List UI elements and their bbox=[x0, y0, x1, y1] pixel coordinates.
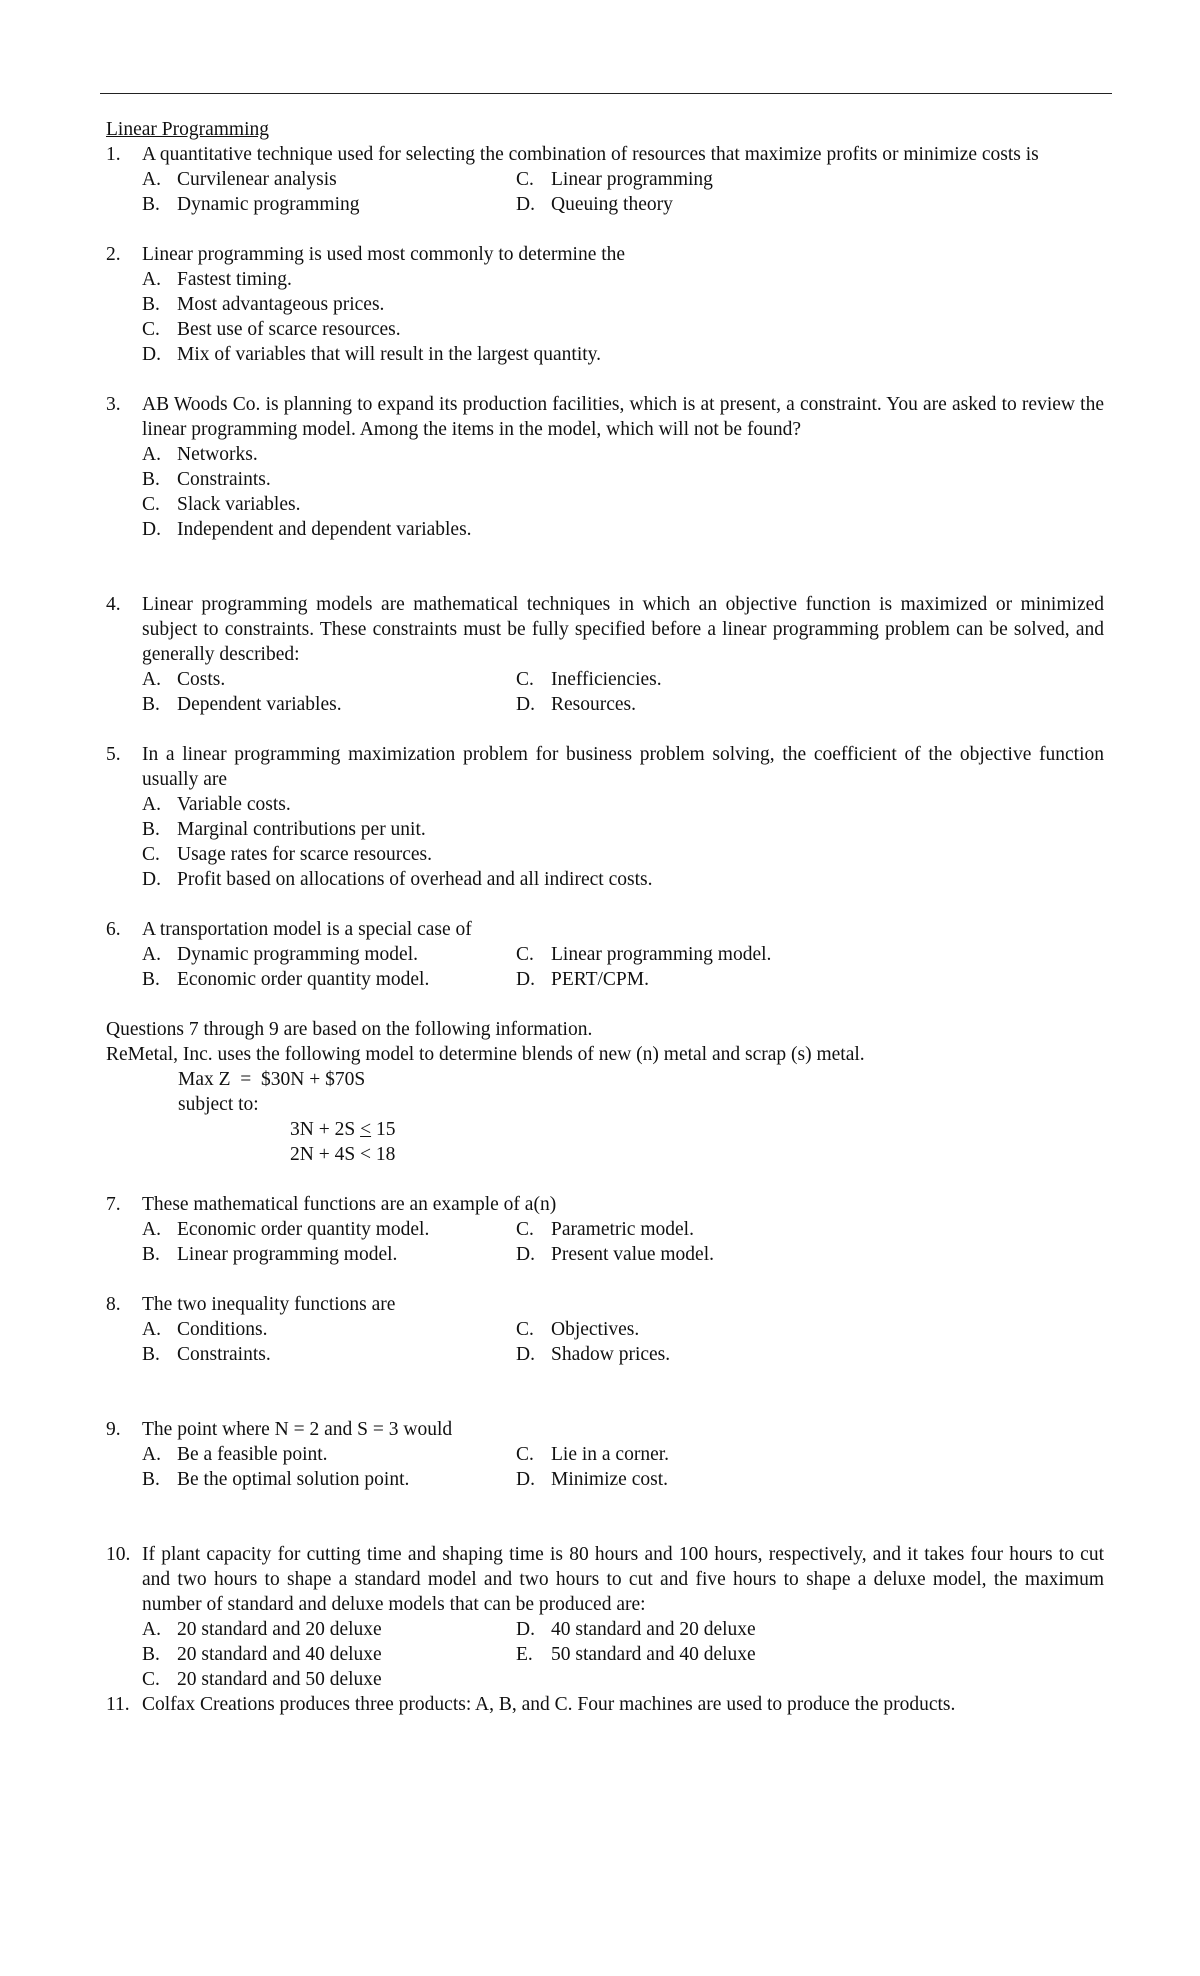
option-d bbox=[516, 1342, 1104, 1367]
option-a bbox=[142, 167, 516, 192]
subject-to-label: subject to: bbox=[178, 1094, 259, 1115]
option-b bbox=[142, 692, 516, 717]
option-a bbox=[142, 1317, 516, 1342]
options-4 bbox=[142, 667, 1104, 717]
option-text: Mix of variables that will result in the largest quantity. bbox=[177, 344, 602, 365]
option-letter: D. bbox=[516, 969, 535, 990]
option-text: Profit based on allocations of overhead and all indirect costs. bbox=[177, 869, 653, 890]
option-b bbox=[142, 1467, 516, 1492]
option-c bbox=[516, 942, 1104, 967]
option-letter: A. bbox=[142, 1619, 161, 1640]
question-text: AB Woods Co. is planning to expand its production facilities, which is at present, a constraint. You are asked to review the linear programming model. Among the items in the model, which will not be found? bbox=[142, 394, 1104, 440]
option-text: Dynamic programming model. bbox=[177, 944, 418, 965]
question-5 bbox=[106, 742, 1104, 792]
option-letter: B. bbox=[142, 294, 160, 315]
option-a bbox=[142, 267, 1104, 292]
question-8 bbox=[106, 1292, 1104, 1317]
option-a bbox=[142, 1442, 516, 1467]
options-9 bbox=[142, 1442, 1104, 1492]
option-letter: C. bbox=[516, 1219, 534, 1240]
option-b bbox=[142, 467, 1104, 492]
option-letter: C. bbox=[516, 944, 534, 965]
option-d bbox=[516, 692, 1104, 717]
options-1 bbox=[142, 167, 1104, 217]
option-letter: D. bbox=[516, 694, 535, 715]
option-text: 40 standard and 20 deluxe bbox=[551, 1619, 756, 1640]
option-letter: E. bbox=[516, 1644, 533, 1665]
option-text: Parametric model. bbox=[551, 1219, 694, 1240]
option-text: Dependent variables. bbox=[177, 694, 342, 715]
option-c bbox=[142, 842, 1104, 867]
option-text: Queuing theory bbox=[551, 194, 673, 215]
question-text: Colfax Creations produces three products: A, B, and C. Four machines are used to produce the products. bbox=[142, 1694, 956, 1715]
option-letter: A. bbox=[142, 669, 161, 690]
option-letter: A. bbox=[142, 444, 161, 465]
document-page bbox=[106, 117, 1104, 1717]
question-10 bbox=[106, 1542, 1104, 1617]
option-letter: A. bbox=[142, 944, 161, 965]
option-text: Economic order quantity model. bbox=[177, 969, 430, 990]
option-b bbox=[142, 967, 516, 992]
option-letter: C. bbox=[516, 169, 534, 190]
option-letter: A. bbox=[142, 794, 161, 815]
option-b bbox=[142, 1342, 516, 1367]
option-text: Slack variables. bbox=[177, 494, 301, 515]
option-c bbox=[142, 317, 1104, 342]
option-letter: A. bbox=[142, 1444, 161, 1465]
question-number: 5. bbox=[106, 744, 121, 765]
option-text: Economic order quantity model. bbox=[177, 1219, 430, 1240]
question-text: A transportation model is a special case of bbox=[142, 919, 472, 940]
top-rule bbox=[100, 93, 1112, 94]
options-6 bbox=[142, 942, 1104, 992]
option-c bbox=[142, 492, 1104, 517]
option-text: Lie in a corner. bbox=[551, 1444, 670, 1465]
options-2 bbox=[142, 267, 1104, 367]
option-letter: A. bbox=[142, 1219, 161, 1240]
option-text: 20 standard and 50 deluxe bbox=[177, 1669, 382, 1690]
option-c bbox=[516, 1442, 1104, 1467]
option-text: PERT/CPM. bbox=[551, 969, 649, 990]
option-letter: D. bbox=[142, 344, 161, 365]
option-d bbox=[516, 1617, 1104, 1642]
option-text: Conditions. bbox=[177, 1319, 268, 1340]
option-letter: C. bbox=[142, 844, 160, 865]
option-letter: B. bbox=[142, 1244, 160, 1265]
option-letter: B. bbox=[142, 819, 160, 840]
option-letter: D. bbox=[142, 869, 161, 890]
question-4 bbox=[106, 592, 1104, 667]
question-9 bbox=[106, 1417, 1104, 1442]
option-a bbox=[142, 942, 516, 967]
option-d bbox=[142, 342, 1104, 367]
options-10 bbox=[142, 1617, 1104, 1692]
question-number: 8. bbox=[106, 1294, 121, 1315]
option-text: Networks. bbox=[177, 444, 258, 465]
option-d bbox=[142, 867, 1104, 892]
question-3 bbox=[106, 392, 1104, 442]
option-a bbox=[142, 442, 1104, 467]
option-a bbox=[142, 1217, 516, 1242]
option-e bbox=[516, 1642, 1104, 1667]
options-7 bbox=[142, 1217, 1104, 1267]
info-intro: ReMetal, Inc. uses the following model to determine blends of new (n) metal and scrap (s) metal. bbox=[106, 1044, 865, 1065]
constraint-operator: < bbox=[360, 1119, 372, 1140]
options-3 bbox=[142, 442, 1104, 542]
options-8 bbox=[142, 1317, 1104, 1367]
constraint-rhs: 15 bbox=[371, 1119, 396, 1140]
option-b bbox=[142, 292, 1104, 317]
option-letter: B. bbox=[142, 1344, 160, 1365]
option-text: Linear programming model. bbox=[177, 1244, 398, 1265]
question-text: A quantitative technique used for selecting the combination of resources that maximize profits or minimize costs is bbox=[142, 144, 1039, 165]
option-text: Most advantageous prices. bbox=[177, 294, 385, 315]
option-text: Objectives. bbox=[551, 1319, 640, 1340]
option-text: 50 standard and 40 deluxe bbox=[551, 1644, 756, 1665]
question-text: Linear programming is used most commonly to determine the bbox=[142, 244, 626, 265]
option-letter: B. bbox=[142, 969, 160, 990]
question-text: The point where N = 2 and S = 3 would bbox=[142, 1419, 453, 1440]
question-7 bbox=[106, 1192, 1104, 1217]
option-c bbox=[142, 1667, 516, 1692]
option-letter: B. bbox=[142, 694, 160, 715]
option-d bbox=[516, 1242, 1104, 1267]
question-1 bbox=[106, 142, 1104, 167]
section-title: Linear Programming bbox=[106, 119, 269, 140]
question-text: These mathematical functions are an example of a(n) bbox=[142, 1194, 557, 1215]
option-letter: B. bbox=[142, 469, 160, 490]
option-text: Linear programming bbox=[551, 169, 713, 190]
question-number: 6. bbox=[106, 919, 121, 940]
option-b bbox=[142, 817, 1104, 842]
option-letter: C. bbox=[142, 1669, 160, 1690]
question-text: If plant capacity for cutting time and shaping time is 80 hours and 100 hours, respectively, and it takes four hours to cut and two hours to shape a standard model and two hours to cut and five hours to shape a deluxe model, the maximum number of standard and deluxe models that can be produced are: bbox=[142, 1544, 1104, 1615]
option-text: Dynamic programming bbox=[177, 194, 360, 215]
option-text: Resources. bbox=[551, 694, 637, 715]
option-letter: D. bbox=[516, 1344, 535, 1365]
constraint-lhs: 3N + 2S bbox=[290, 1119, 361, 1140]
option-text: Independent and dependent variables. bbox=[177, 519, 472, 540]
option-text: Costs. bbox=[177, 669, 226, 690]
option-b bbox=[142, 192, 516, 217]
option-text: Be the optimal solution point. bbox=[177, 1469, 410, 1490]
option-text: Constraints. bbox=[177, 1344, 271, 1365]
option-text: Fastest timing. bbox=[177, 269, 292, 290]
option-text: 20 standard and 20 deluxe bbox=[177, 1619, 382, 1640]
question-text: Linear programming models are mathematical techniques in which an objective function is maximized or minimized subject to constraints. These constraints must be fully specified before a linear programming problem can be solved, and generally described: bbox=[142, 594, 1104, 665]
question-text: The two inequality functions are bbox=[142, 1294, 396, 1315]
option-text: Be a feasible point. bbox=[177, 1444, 328, 1465]
option-letter: C. bbox=[516, 1319, 534, 1340]
option-letter: A. bbox=[142, 269, 161, 290]
option-c bbox=[516, 1317, 1104, 1342]
option-text: Minimize cost. bbox=[551, 1469, 668, 1490]
objective-function: Max Z = $30N + $70S bbox=[178, 1069, 366, 1090]
question-number: 2. bbox=[106, 244, 121, 265]
option-text: Inefficiencies. bbox=[551, 669, 662, 690]
options-5 bbox=[142, 792, 1104, 892]
info-heading: Questions 7 through 9 are based on the following information. bbox=[106, 1019, 593, 1040]
option-d bbox=[516, 967, 1104, 992]
option-letter: C. bbox=[142, 319, 160, 340]
question-11 bbox=[106, 1692, 1104, 1717]
option-d bbox=[516, 192, 1104, 217]
option-a bbox=[142, 792, 1104, 817]
option-c bbox=[516, 167, 1104, 192]
option-d bbox=[142, 517, 1104, 542]
option-letter: B. bbox=[142, 194, 160, 215]
option-text: Constraints. bbox=[177, 469, 271, 490]
option-text: Variable costs. bbox=[177, 794, 291, 815]
option-text: Curvilenear analysis bbox=[177, 169, 337, 190]
option-a bbox=[142, 1617, 516, 1642]
question-number: 9. bbox=[106, 1419, 121, 1440]
question-number: 1. bbox=[106, 144, 121, 165]
option-text: Linear programming model. bbox=[551, 944, 772, 965]
option-letter: A. bbox=[142, 169, 161, 190]
option-text: 20 standard and 40 deluxe bbox=[177, 1644, 382, 1665]
question-number: 7. bbox=[106, 1194, 121, 1215]
option-a bbox=[142, 667, 516, 692]
option-letter: D. bbox=[516, 194, 535, 215]
option-text: Usage rates for scarce resources. bbox=[177, 844, 432, 865]
option-text: Marginal contributions per unit. bbox=[177, 819, 426, 840]
question-6 bbox=[106, 917, 1104, 942]
option-letter: C. bbox=[516, 669, 534, 690]
option-letter: B. bbox=[142, 1644, 160, 1665]
option-letter: A. bbox=[142, 1319, 161, 1340]
option-c bbox=[516, 1217, 1104, 1242]
option-letter: B. bbox=[142, 1469, 160, 1490]
option-letter: C. bbox=[516, 1444, 534, 1465]
option-letter: D. bbox=[142, 519, 161, 540]
option-b bbox=[142, 1642, 516, 1667]
option-text: Shadow prices. bbox=[551, 1344, 671, 1365]
question-number: 4. bbox=[106, 594, 121, 615]
option-letter: D. bbox=[516, 1619, 535, 1640]
question-number: 10. bbox=[106, 1544, 131, 1565]
question-text: In a linear programming maximization problem for business problem solving, the coefficient of the objective function usually are bbox=[142, 744, 1104, 790]
constraint-1 bbox=[290, 1117, 1104, 1142]
option-text: Best use of scarce resources. bbox=[177, 319, 401, 340]
option-d bbox=[516, 1467, 1104, 1492]
question-2 bbox=[106, 242, 1104, 267]
option-letter: D. bbox=[516, 1469, 535, 1490]
option-letter: C. bbox=[142, 494, 160, 515]
question-number: 3. bbox=[106, 394, 121, 415]
question-number: 11. bbox=[106, 1694, 130, 1715]
option-text: Present value model. bbox=[551, 1244, 714, 1265]
constraint-2: 2N + 4S < 18 bbox=[290, 1144, 396, 1165]
option-c bbox=[516, 667, 1104, 692]
option-letter: D. bbox=[516, 1244, 535, 1265]
option-b bbox=[142, 1242, 516, 1267]
